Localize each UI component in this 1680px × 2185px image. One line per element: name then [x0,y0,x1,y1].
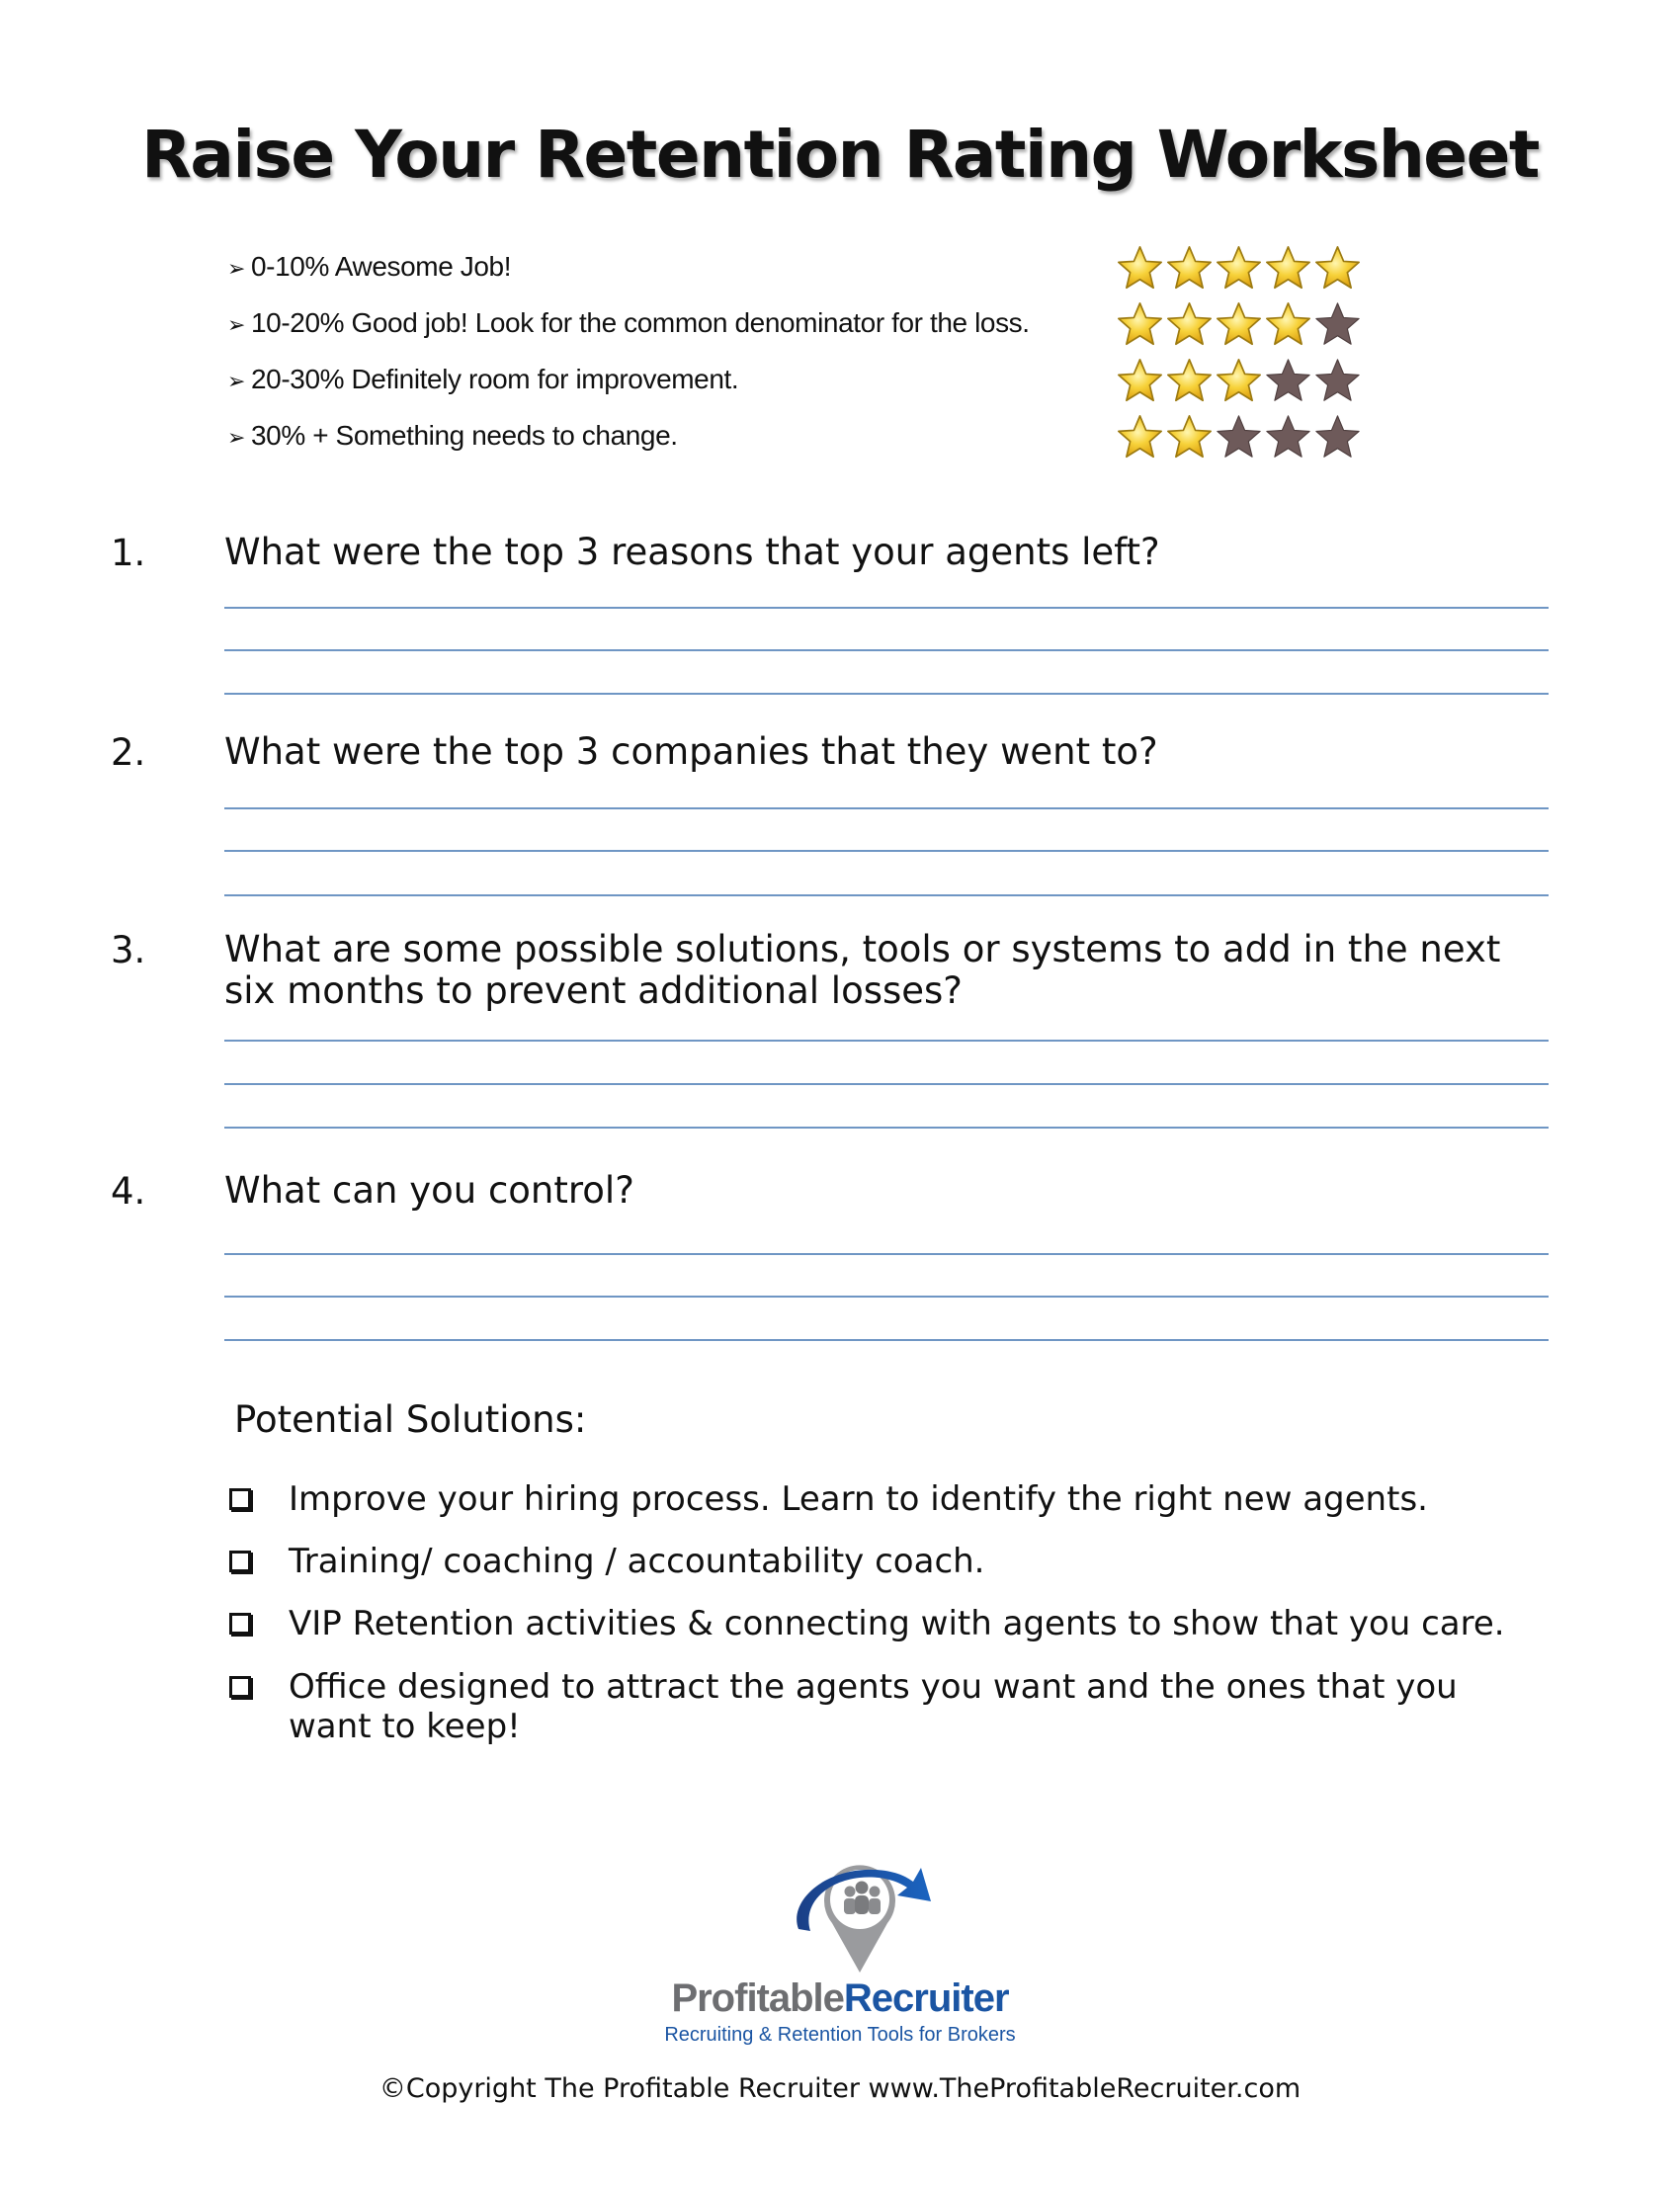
star-filled-icon [1265,245,1311,292]
star-empty-icon [1314,301,1361,348]
star-rating [1117,414,1364,463]
question-number: 1. [111,532,146,574]
answer-line[interactable] [224,850,1549,852]
star-filled-icon [1166,414,1213,461]
rating-row-0 [227,245,1364,301]
question-text: What can you control? [224,1169,634,1212]
question-number: 2. [111,731,146,774]
rating-label: 30% + Something needs to change. [251,420,678,451]
answer-line[interactable] [224,807,1549,809]
profitable-recruiter-logo-icon [781,1846,939,1975]
brand-name-part2: Recruiter [843,1976,1009,2020]
star-filled-icon [1216,301,1262,348]
checkbox-icon[interactable] [229,1488,251,1510]
star-filled-icon [1314,245,1361,292]
star-rating [1117,358,1364,407]
answer-line[interactable] [224,649,1549,651]
answer-line[interactable] [224,1083,1549,1085]
rating-row-2 [227,358,1364,414]
solution-text: Office designed to attract the agents you want and the ones that you want to keep! [289,1667,1458,1746]
rating-label: 10-20% Good job! Look for the common denominator for the loss. [251,307,1030,338]
arrow-bullet-icon: ➢ [227,369,246,393]
checkbox-icon[interactable] [229,1551,251,1572]
question-text: What were the top 3 companies that they went to? [224,730,1158,773]
question-text: What are some possible solutions, tools or systems to add in the next six months to prevent additional losses? [224,928,1501,1012]
arrow-bullet-icon: ➢ [227,312,246,337]
arrow-bullet-icon: ➢ [227,425,246,450]
star-rating [1117,245,1364,294]
solutions-heading: Potential Solutions: [234,1398,587,1441]
rating-row-1 [227,301,1364,358]
page-title: Raise Your Retention Rating Worksheet [141,117,1539,193]
question-number: 4. [111,1170,146,1213]
star-filled-icon [1265,301,1311,348]
answer-line[interactable] [224,693,1549,695]
star-filled-icon [1216,358,1262,404]
question-number: 3. [111,929,146,971]
checkbox-icon[interactable] [229,1613,251,1635]
answer-line[interactable] [224,1127,1549,1129]
answer-line[interactable] [224,1339,1549,1341]
answer-line[interactable] [224,1253,1549,1255]
star-empty-icon [1216,414,1262,461]
star-filled-icon [1117,245,1163,292]
brand-tagline: Recruiting & Retention Tools for Brokers [664,2024,1016,2046]
star-empty-icon [1265,414,1311,461]
answer-line[interactable] [224,607,1549,609]
brand-name-part1: Profitable [671,1976,844,2020]
star-filled-icon [1166,301,1213,348]
solution-text: Improve your hiring process. Learn to identify the right new agents. [289,1479,1428,1519]
rating-label: 20-30% Definitely room for improvement. [251,364,739,394]
star-filled-icon [1117,358,1163,404]
solution-text: VIP Retention activities & connecting with agents to show that you care. [289,1604,1505,1643]
star-filled-icon [1117,414,1163,461]
answer-line[interactable] [224,1040,1549,1042]
arrow-bullet-icon: ➢ [227,256,246,281]
copyright-footer: ©Copyright The Profitable Recruiter www.TheProfitableRecruiter.com [378,2073,1302,2104]
star-rating [1117,301,1364,351]
solution-text: Training/ coaching / accountability coach. [289,1542,985,1581]
rating-label: 0-10% Awesome Job! [251,251,512,282]
checkbox-icon[interactable] [229,1676,251,1698]
star-filled-icon [1166,245,1213,292]
brand-name [0,1976,1680,2021]
question-text: What were the top 3 reasons that your agents left? [224,531,1160,573]
star-empty-icon [1265,358,1311,404]
star-filled-icon [1166,358,1213,404]
rating-scale [227,245,1364,470]
rating-row-3 [227,414,1364,470]
star-empty-icon [1314,414,1361,461]
answer-line[interactable] [224,894,1549,896]
answer-line[interactable] [224,1296,1549,1298]
star-filled-icon [1117,301,1163,348]
star-filled-icon [1216,245,1262,292]
star-empty-icon [1314,358,1361,404]
